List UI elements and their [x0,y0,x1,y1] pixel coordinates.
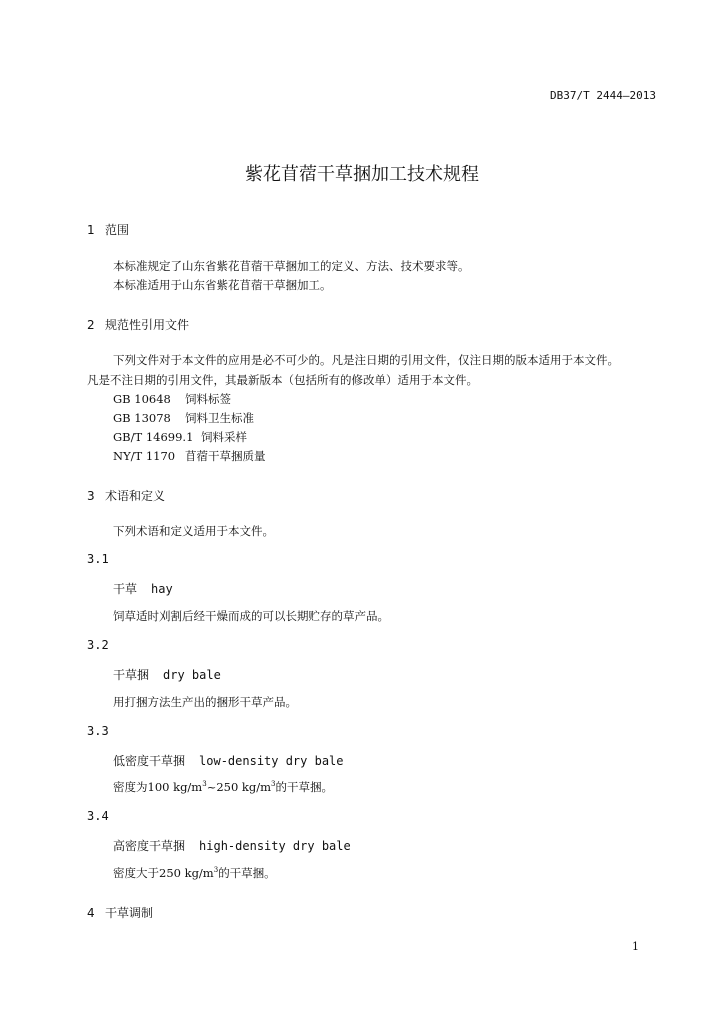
reference-code: GB 10648 [113,392,171,406]
subsection-number: 3.1 [87,552,109,566]
definition-text: 密度大于250 kg/m [113,866,214,880]
scope-paragraph-2: 本标准适用于山东省紫花苜蓿干草捆加工。 [113,278,332,292]
references-intro-line-1: 下列文件对于本文件的应用是必不可少的。凡是注日期的引用文件，仅注日期的版本适用于本文件。 [113,353,619,367]
section-2-heading [87,316,189,333]
scope-paragraph-1: 本标准规定了山东省紫花苜蓿干草捆加工的定义、方法、技术要求等。 [113,259,470,273]
term-zh: 低密度干草捆 [113,754,186,768]
subsection-number: 3.4 [87,809,109,823]
term-en: dry bale [163,668,221,682]
term-entry [113,666,221,683]
term-entry [113,837,351,854]
section-1-heading [87,221,129,238]
reference-code: NY/T 1170 [113,449,176,463]
section-title: 干草调制 [105,906,154,920]
term-entry [113,580,173,597]
section-number: 4 [87,906,95,920]
reference-title: 饲料标签 [185,392,231,406]
reference-code: GB/T 14699.1 [113,430,194,444]
subsection-number: 3.3 [87,724,109,738]
reference-title: 苜蓿干草捆质量 [185,449,266,463]
reference-item [113,410,254,426]
unit-superscript: 3 [202,780,207,789]
reference-item [113,448,266,464]
unit-superscript: 3 [213,866,219,875]
references-intro-line-2: 凡是不注日期的引用文件，其最新版本（包括所有的修改单）适用于本文件。 [87,373,478,387]
standard-code: DB37/T 2444—2013 [550,89,656,102]
reference-title: 饲料采样 [201,430,247,444]
section-number: 1 [87,223,95,237]
section-title: 规范性引用文件 [105,318,190,332]
reference-item [113,391,231,407]
terms-intro: 下列术语和定义适用于本文件。 [113,524,274,538]
unit-superscript: 3 [271,780,276,789]
document-title: 紫花苜蓿干草捆加工技术规程 [245,164,479,185]
term-definition [113,865,276,881]
term-zh: 干草 [113,582,138,596]
definition-text: 的干草捆。 [275,780,334,794]
term-zh: 干草捆 [113,668,150,682]
section-title: 范围 [105,223,130,237]
section-number: 2 [87,318,95,332]
term-definition: 饲草适时刈割后经干燥而成的可以长期贮存的草产品。 [113,609,389,623]
term-zh: 高密度干草捆 [113,839,186,853]
definition-text: ~250 kg/m [206,780,272,794]
section-title: 术语和定义 [105,489,166,503]
page-number: 1 [632,940,639,953]
reference-item [113,429,247,445]
definition-text: 密度为100 kg/m [113,780,203,794]
term-definition: 用打捆方法生产出的捆形干草产品。 [113,695,297,709]
section-3-heading [87,487,165,504]
section-number: 3 [87,489,95,503]
term-entry [113,752,344,769]
reference-code: GB 13078 [113,411,171,425]
reference-title: 饲料卫生标准 [185,411,254,425]
subsection-number: 3.2 [87,638,109,652]
term-definition [113,779,333,795]
definition-text: 的干草捆。 [218,866,276,880]
section-4-heading [87,904,153,921]
term-en: hay [151,582,173,596]
term-en: high-density dry bale [199,839,351,853]
term-en: low-density dry bale [199,754,344,768]
